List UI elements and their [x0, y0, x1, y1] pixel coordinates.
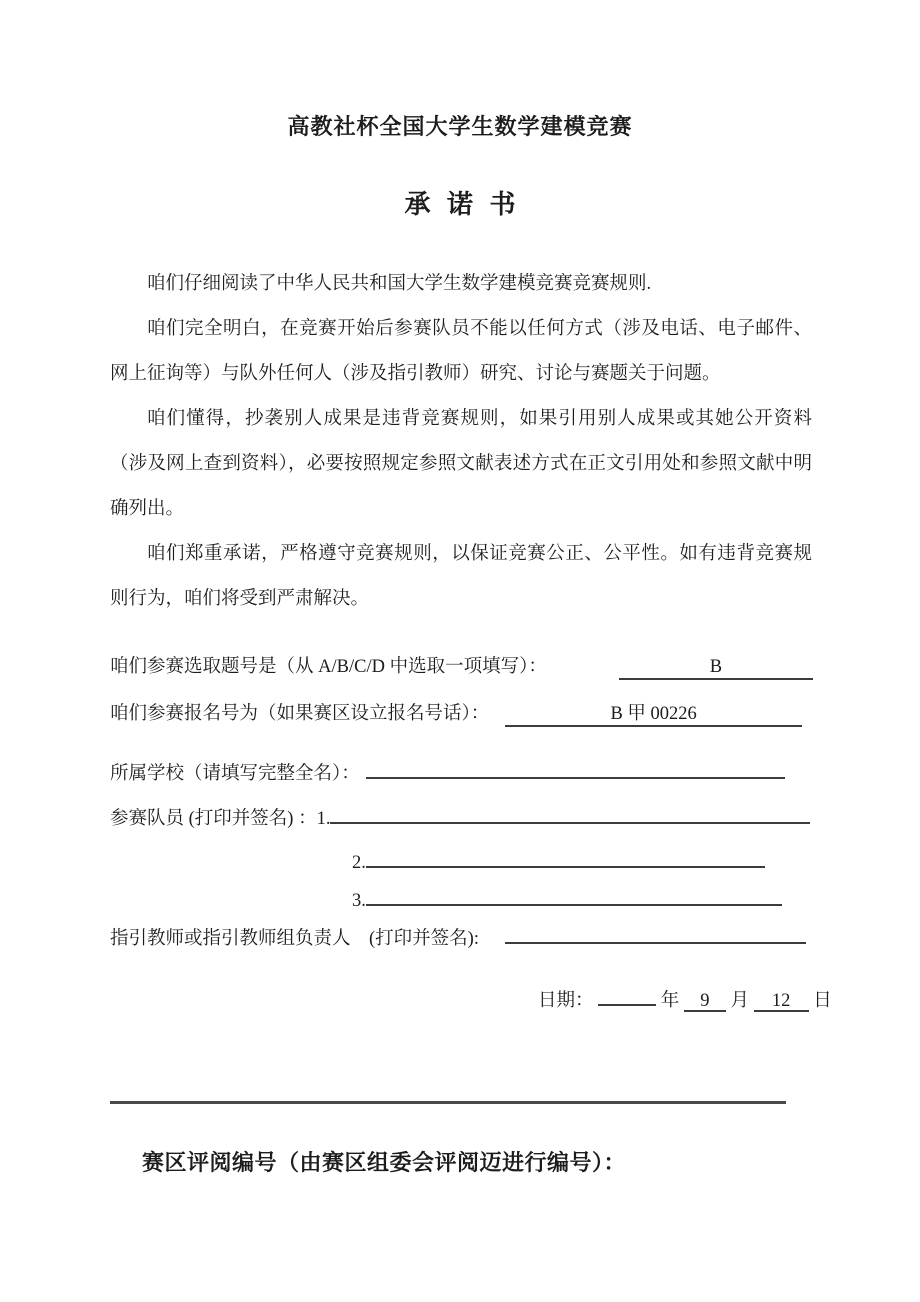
team-members-label: 参赛队员 (打印并签名) ：	[110, 809, 317, 829]
date-year-unit: 年	[660, 991, 680, 1011]
paragraph-rules-read: 咱们仔细阅读了中华人民共和国大学生数学建模竞赛竞赛规则.	[147, 274, 652, 294]
section-divider-line	[110, 1101, 786, 1104]
form-row-school	[110, 751, 785, 789]
advisor-field[interactable]	[505, 916, 806, 944]
form-row-team-number	[110, 699, 802, 729]
member-3-field[interactable]	[366, 878, 782, 906]
paragraph-no-outside-contact: 咱们完全明白，在竞赛开始后参赛队员不能以任何方式（涉及电话、电子邮件、网上征询等）与队外任何人（涉及指引教师）研究、讨论与赛题关于问题。	[110, 319, 812, 384]
member-2-field[interactable]	[366, 840, 765, 868]
review-number-label: 赛区评阅编号（由赛区组委会评阅迈进行编号）：	[142, 1150, 627, 1175]
date-row	[538, 980, 832, 1016]
member-2-number: 2.	[352, 853, 366, 873]
problem-choice-field[interactable]: B	[619, 652, 813, 680]
school-label: 所属学校（请填写完整全名）：	[110, 764, 360, 784]
member-3-number: 3.	[352, 891, 366, 911]
paragraph-solemn-promise: 咱们郑重承诺，严格遵守竞赛规则，以保证竞赛公正、公平性。如有违背竞赛规则行为，咱们将受到严肃解决。	[110, 544, 812, 609]
date-label: 日期：	[538, 991, 594, 1011]
problem-choice-label: 咱们参赛选取题号是（从 A/B/C/D 中选取一项填写）：	[110, 657, 547, 677]
member-1-number: 1.	[316, 809, 331, 829]
page-subtitle: 承 诺 书	[404, 190, 516, 219]
paragraph-no-plagiarism: 咱们懂得，抄袭别人成果是违背竞赛规则，如果引用别人成果或其她公开资料（涉及网上查到资料），必要按照规定参照文献表述方式在正文引用处和参照文献中明确列出。	[110, 409, 812, 519]
form-row-problem	[110, 652, 813, 682]
team-number-field[interactable]: B 甲 00226	[505, 699, 802, 727]
team-number-label: 咱们参赛报名号为（如果赛区设立报名号话）：	[110, 704, 490, 724]
date-year-field[interactable]	[598, 980, 656, 1006]
advisor-label: 指引教师或指引教师组负责人 (打印并签名):	[110, 929, 479, 949]
school-field[interactable]	[366, 751, 785, 779]
date-month-field[interactable]: 9	[684, 986, 726, 1012]
page-title: 高教社杯全国大学生数学建模竞赛	[287, 114, 633, 139]
form-row-member-2	[352, 840, 765, 878]
member-1-field[interactable]	[330, 796, 810, 824]
date-month-unit: 月	[730, 991, 750, 1011]
form-row-member-1	[110, 796, 810, 834]
date-day-field[interactable]: 12	[754, 986, 809, 1012]
date-day-unit: 日	[813, 991, 832, 1011]
form-row-member-3	[352, 878, 782, 916]
body-text	[110, 262, 812, 622]
form-row-advisor	[110, 916, 806, 954]
